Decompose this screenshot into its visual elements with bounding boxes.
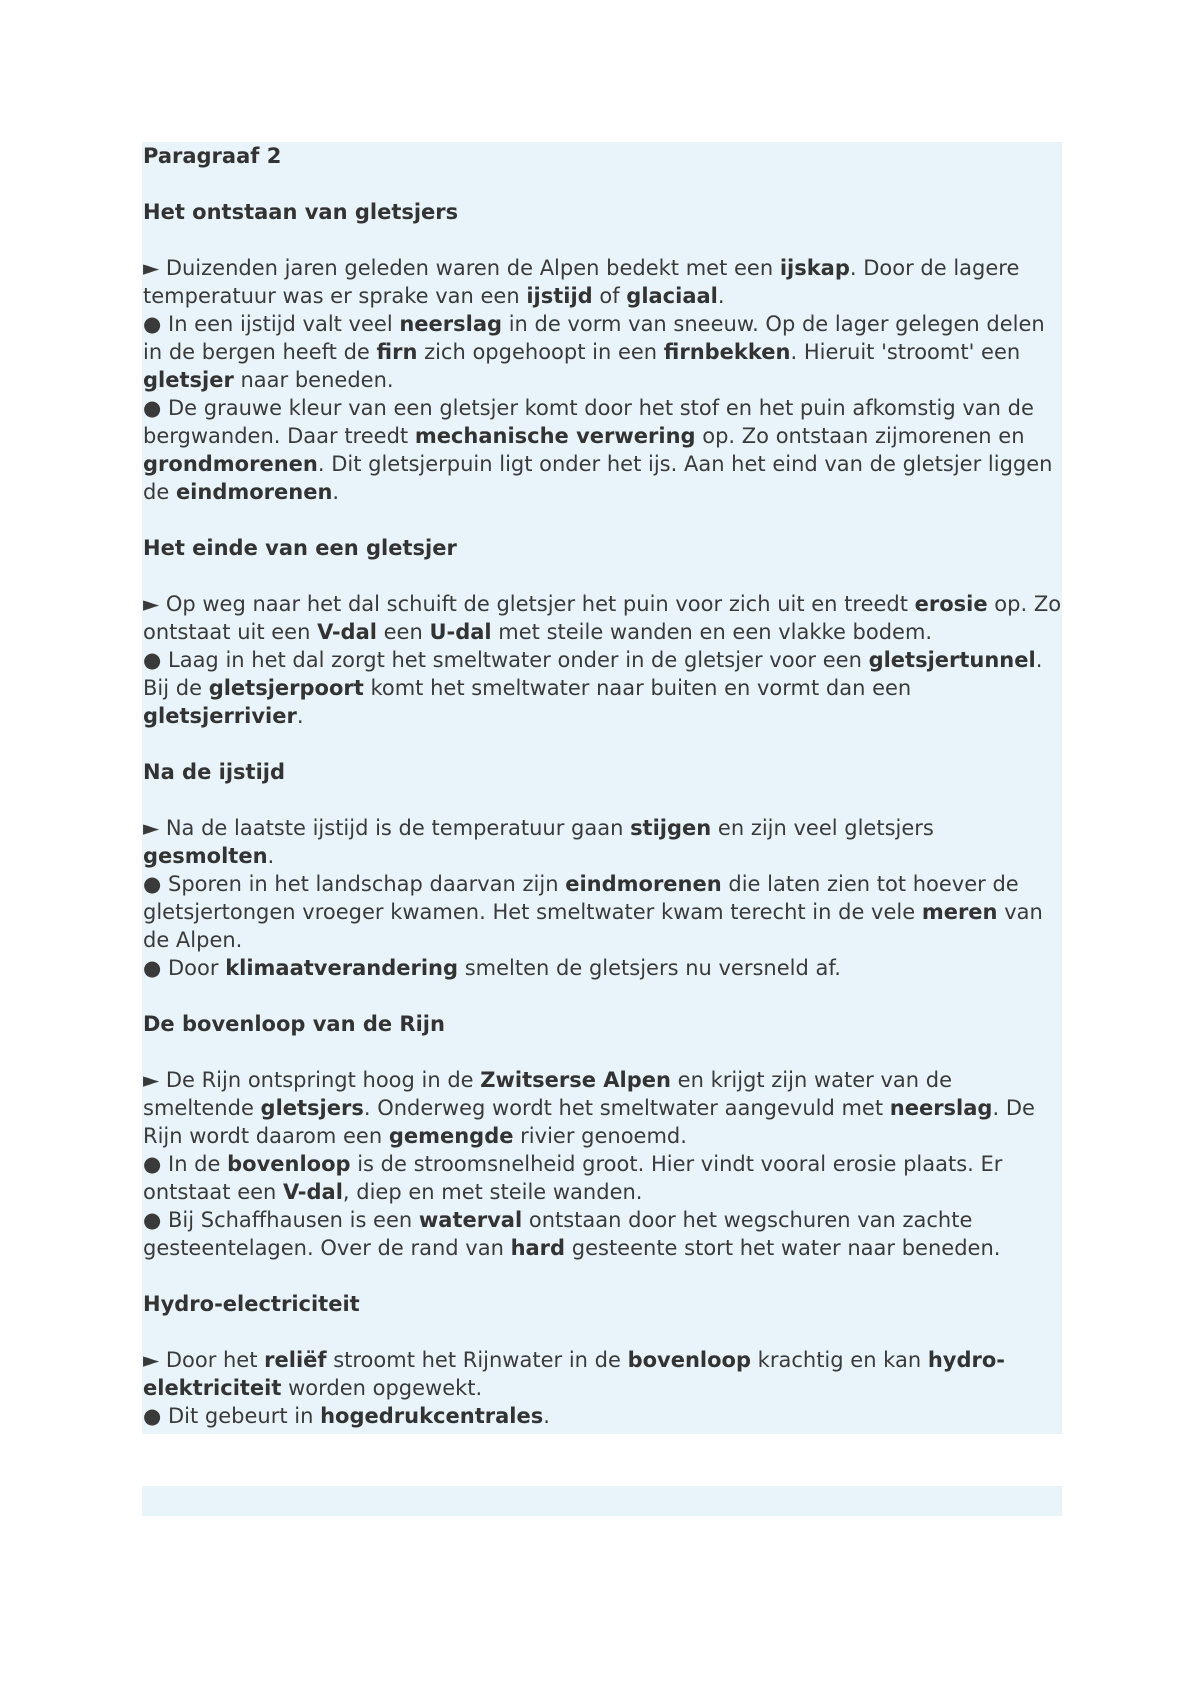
text-run: ● Door (143, 956, 226, 980)
bold-term: eindmorenen (175, 480, 333, 504)
text-run: met steile wanden en een vlakke bodem. (491, 620, 933, 644)
paragraph (143, 254, 1063, 310)
bold-term: hogedrukcentrales (320, 1404, 544, 1428)
paragraph (143, 1066, 1063, 1150)
empty-box (142, 1486, 1062, 1516)
paragraph (143, 1206, 1063, 1262)
text-run: op. Zo ontstaat uit een (143, 592, 1062, 644)
paragraph (143, 814, 1063, 870)
page-title: Paragraaf 2 (143, 144, 282, 168)
spacer (143, 1318, 1063, 1346)
bold-term: klimaatverandering (225, 956, 459, 980)
bold-term: gletsjertunnel (868, 648, 1036, 672)
bold-term: Zwitserse Alpen (480, 1068, 671, 1092)
text-run: ● Bij Schaffhausen is een (143, 1208, 419, 1232)
text-run: en zijn veel gletsjers (711, 816, 934, 840)
paragraph (143, 1150, 1063, 1206)
bold-term: waterval (418, 1208, 523, 1232)
bold-term: gletsjers (260, 1096, 364, 1120)
text-run: . (717, 284, 725, 308)
text-run: naar beneden. (233, 368, 394, 392)
paragraph (143, 870, 1063, 954)
text-run: . (267, 844, 275, 868)
text-run: . (332, 480, 340, 504)
bold-term: firnbekken (663, 340, 791, 364)
bold-term: reliëf (264, 1348, 327, 1372)
text-run: , diep en met steile wanden. (342, 1180, 643, 1204)
bold-term: mechanische verwering (414, 424, 696, 448)
spacer (143, 226, 1063, 254)
spacer (143, 1262, 1063, 1290)
text-run: en krijgt zijn water van de smeltende (143, 1068, 952, 1120)
text-run: ► Duizenden jaren geleden waren de Alpen bedekt met een (143, 256, 780, 280)
text-run: krachtig en kan (751, 1348, 928, 1372)
bold-term: gletsjerrivier (143, 704, 297, 728)
text-run: in de vorm van sneeuw. Op de lager gelegen delen in de bergen heeft de (143, 312, 1045, 364)
spacer (143, 786, 1063, 814)
bold-term: neerslag (889, 1096, 993, 1120)
text-run: . (543, 1404, 550, 1428)
text-run: ● Sporen in het landschap daarvan zijn (143, 872, 566, 896)
bold-term: stijgen (630, 816, 712, 840)
bold-term: neerslag (399, 312, 503, 336)
bold-term: bovenloop (627, 1348, 751, 1372)
text-run: van de Alpen. (143, 900, 1043, 952)
paragraph (143, 394, 1063, 506)
text-run: ● In de (143, 1152, 228, 1176)
paragraph (143, 1346, 1063, 1402)
text-run: smelten de gletsjers nu versneld af. (458, 956, 841, 980)
bold-term: gemengde (388, 1124, 514, 1148)
spacer (143, 730, 1063, 758)
text-run: ● In een ijstijd valt veel (143, 312, 400, 336)
text-run: een (376, 620, 430, 644)
paragraph (143, 646, 1063, 730)
bold-term: V-dal (317, 620, 377, 644)
text-run: komt het smeltwater naar buiten en vormt dan een (363, 676, 912, 700)
text-run: is de stroomsnelheid groot. Hier vindt vooral erosie plaats. Er ontstaat een (143, 1152, 1003, 1204)
section-heading: Het einde van een gletsjer (143, 536, 457, 560)
text-run: . Bij de (143, 648, 1043, 700)
section-heading: Het ontstaan van gletsjers (143, 200, 459, 224)
text-run: ► De Rijn ontspringt hoog in de (143, 1068, 481, 1092)
paragraph (143, 310, 1063, 394)
sections (143, 170, 1063, 1430)
text-run: ● De grauwe kleur van een gletsjer komt door het stof en het puin afkomstig van de bergwanden. Daar treedt (143, 396, 1034, 448)
text-run: . Hieruit 'stroomt' een (790, 340, 1021, 364)
text-run: gesteente stort het water naar beneden. (565, 1236, 1001, 1260)
paragraph (143, 590, 1063, 646)
paragraph (143, 1402, 1063, 1430)
text-run: op. Zo ontstaan zijmorenen en (695, 424, 1025, 448)
text-run: worden opgewekt. (281, 1376, 483, 1400)
bold-term: ijskap (779, 256, 850, 280)
text-run: ● Laag in het dal zorgt het smeltwater onder in de gletsjer voor een (143, 648, 869, 672)
document-body (143, 142, 1063, 1430)
text-run: . Onderweg wordt het smeltwater aangevuld met (363, 1096, 890, 1120)
text-run: die laten zien tot hoever de gletsjertongen vroeger kwamen. Het smeltwater kwam terecht in de vele (143, 872, 1019, 924)
text-run: . De Rijn wordt daarom een (143, 1096, 1035, 1148)
text-run: . (296, 704, 304, 728)
text-run: of (592, 284, 627, 308)
text-run: ● Dit gebeurt in (143, 1404, 321, 1428)
bold-term: gletsjer (143, 368, 234, 392)
text-run: ► Door het (143, 1348, 265, 1372)
bold-term: hydro-elektriciteit (143, 1348, 1005, 1400)
text-run: zich opgehoopt in een (417, 340, 664, 364)
text-run: . Door de lagere temperatuur was er sprake van een (143, 256, 1020, 308)
bold-term: bovenloop (227, 1152, 351, 1176)
text-run: ontstaan door het wegschuren van zachte gesteentelagen. Over de rand van (143, 1208, 973, 1260)
bold-term: gesmolten (143, 844, 268, 868)
spacer (143, 506, 1063, 534)
spacer (143, 562, 1063, 590)
bold-term: firn (376, 340, 418, 364)
bold-term: U-dal (429, 620, 492, 644)
text-run: rivier genoemd. (513, 1124, 687, 1148)
bold-term: erosie (914, 592, 988, 616)
section-heading: Na de ijstijd (143, 760, 286, 784)
text-run: ► Na de laatste ijstijd is de temperatuur gaan (143, 816, 631, 840)
bold-term: ijstijd (526, 284, 593, 308)
paragraph (143, 954, 1063, 982)
section-heading: De bovenloop van de Rijn (143, 1012, 445, 1036)
text-run: stroomt het Rijnwater in de (326, 1348, 628, 1372)
text-run: ► Op weg naar het dal schuift de gletsjer het puin voor zich uit en treedt (143, 592, 915, 616)
spacer (143, 1038, 1063, 1066)
spacer (143, 982, 1063, 1010)
bold-term: hard (510, 1236, 566, 1260)
bold-term: V-dal (283, 1180, 343, 1204)
section-heading: Hydro-electriciteit (143, 1292, 360, 1316)
bold-term: meren (921, 900, 998, 924)
bold-term: glaciaal (626, 284, 718, 308)
text-run: . Dit gletsjerpuin ligt onder het ijs. Aan het eind van de gletsjer liggen de (143, 452, 1053, 504)
bold-term: gletsjerpoort (208, 676, 364, 700)
bold-term: grondmorenen (143, 452, 318, 476)
spacer (143, 170, 1063, 198)
bold-term: eindmorenen (565, 872, 722, 896)
